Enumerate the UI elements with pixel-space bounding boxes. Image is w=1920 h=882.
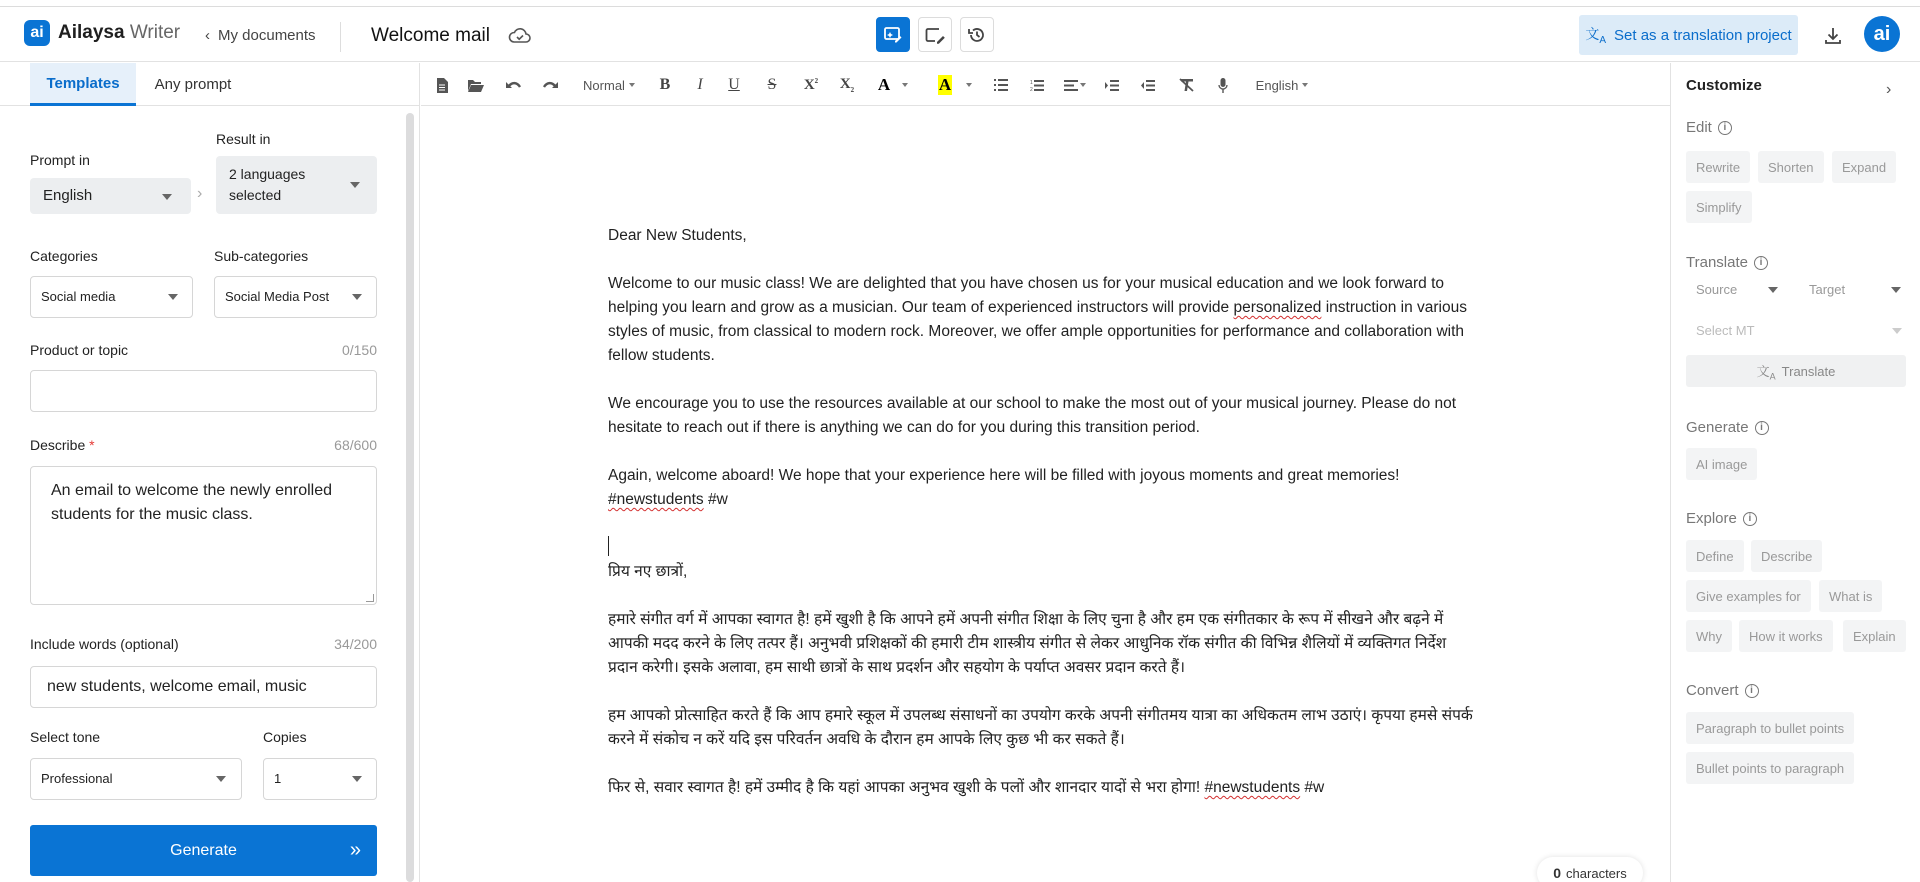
mode-switcher — [876, 17, 994, 52]
character-count-label: characters — [1566, 865, 1627, 881]
tab-templates[interactable]: Templates — [30, 63, 136, 106]
ai-image-chip[interactable]: AI image — [1686, 448, 1757, 480]
machine-translation-dropdown[interactable] — [1696, 323, 1906, 338]
cloud-saved-icon — [508, 25, 532, 47]
source-language-dropdown[interactable] — [1696, 282, 1781, 297]
undo-button[interactable] — [505, 76, 523, 94]
underline-icon: U — [728, 76, 740, 93]
customize-panel — [1670, 63, 1920, 882]
double-chevron-right-icon: » — [349, 839, 361, 861]
spelling-error: personalized — [1233, 299, 1322, 316]
text-cursor — [608, 536, 609, 556]
underline-button[interactable] — [726, 76, 742, 94]
en-paragraph-2: We encourage you to use the resources available at our school to make the most out of your musical journey. Please do not hesitate to reach out if there is anything we can do for you during this transition period. — [608, 395, 1457, 436]
undo-icon — [506, 80, 522, 90]
copies-label: Copies — [263, 729, 307, 745]
editor-toolbar — [421, 63, 1670, 106]
tone-label: Select tone — [30, 729, 101, 745]
logo-badge: ai — [24, 20, 50, 46]
translate-icon: 文$_A$ — [1585, 26, 1607, 46]
include-words-count: 34/200 — [334, 636, 377, 652]
indent-icon — [1105, 80, 1119, 91]
bold-icon: B — [659, 76, 671, 93]
app-logo[interactable] — [24, 20, 180, 46]
generate-button[interactable] — [30, 825, 377, 876]
prompt-panel — [0, 63, 420, 882]
set-translation-project-button[interactable] — [1579, 15, 1798, 55]
info-icon[interactable]: i — [1743, 512, 1757, 526]
caret-down-icon — [1080, 83, 1086, 87]
categories-label: Categories — [30, 248, 98, 264]
header-divider — [340, 22, 341, 52]
define-chip[interactable]: Define — [1686, 540, 1744, 572]
numbered-list-button[interactable] — [1029, 76, 1045, 94]
caret-down-icon — [629, 83, 635, 87]
text-cursor-line — [608, 536, 1478, 560]
translate-button-label: Translate — [1781, 363, 1836, 379]
italic-button[interactable] — [692, 76, 708, 94]
source-language-value: Source — [1696, 282, 1738, 297]
clear-format-icon — [1179, 78, 1195, 92]
categories-value: Social media — [41, 289, 116, 304]
align-left-icon — [1064, 80, 1078, 91]
describe-chip[interactable]: Describe — [1751, 540, 1822, 572]
prompt-language-value: English — [43, 187, 93, 204]
product-topic-input[interactable] — [30, 370, 377, 412]
describe-label: Describe * — [30, 437, 95, 453]
caret-down-icon — [350, 182, 360, 188]
translate-button[interactable] — [1686, 355, 1906, 387]
spelling-error: #newstudents — [608, 491, 704, 508]
explore-section-label: Explore i — [1686, 510, 1757, 527]
caret-down-icon — [1302, 83, 1308, 87]
info-icon[interactable]: i — [1718, 121, 1732, 135]
app-name: Ailaysa Writer — [58, 22, 181, 43]
hi-paragraph-2: हम आपको प्रोत्साहित करते हैं कि आप हमारे स्कूल में उपलब्ध संसाधनों का उपयोग करके अपनी संगीतमय यात्रा का अधिकतम लाभ उठाएं। कृपया हमसे संपर्क करने में संकोच न करें यदि इस परिवर्तन अवधि के दौरान हम आपके लिए कुछ भी कर सकते हैं। — [608, 707, 1473, 748]
translate-section-label: Translate i — [1686, 254, 1768, 271]
spelling-error: #newstudents — [1204, 779, 1301, 796]
history-icon — [967, 25, 987, 45]
tone-select[interactable] — [30, 758, 242, 800]
heading-style-dropdown[interactable] — [581, 76, 637, 94]
left-panel-scrollbar[interactable] — [406, 113, 414, 882]
align-dropdown[interactable] — [1063, 76, 1087, 94]
folder-open-icon — [468, 79, 484, 92]
hi-paragraph-3: फिर से, सवार स्वागत है! हमें उम्मीद है कि यहां आपका अनुभव खुशी के पलों और शानदार यादों से भरा होगा! #newstudents #w — [608, 779, 1325, 796]
tab-any-prompt[interactable]: Any prompt — [154, 76, 232, 93]
back-link-label: My documents — [218, 27, 316, 44]
explain-chip[interactable]: Explain — [1843, 620, 1906, 652]
bullet-list-button[interactable] — [993, 76, 1009, 94]
product-topic-count: 0/150 — [341, 342, 377, 358]
voice-input-button[interactable] — [1216, 76, 1230, 94]
prompt-tabs — [0, 63, 420, 106]
redo-icon — [542, 80, 558, 90]
editor-mode-button[interactable] — [918, 17, 952, 52]
caret-down-icon — [168, 294, 178, 300]
app-header — [0, 7, 1920, 62]
microphone-icon — [1218, 78, 1228, 93]
expand-chip[interactable]: Expand — [1832, 151, 1896, 183]
clear-formatting-button[interactable] — [1178, 76, 1196, 94]
sub-categories-value: Social Media Post — [225, 289, 330, 304]
outdent-icon — [1141, 80, 1155, 91]
describe-value: An email to welcome the newly enrolled students for the music class. — [51, 482, 333, 523]
generate-section-label: Generate i — [1686, 419, 1769, 436]
svg-text:1: 1 — [1030, 79, 1033, 86]
outdent-button[interactable] — [1140, 76, 1156, 94]
copies-value: 1 — [274, 771, 282, 786]
info-icon[interactable]: i — [1754, 256, 1768, 270]
bullets-to-paragraph-chip[interactable]: Bullet points to paragraph — [1686, 752, 1854, 784]
en-paragraph-1: Welcome to our music class! We are delighted that you have chosen us for your musical education and we look forward to helping you learn and grow as a musician. Our team of experienced instructors will provide personalized instruction in various styles of music, from classical to modern rock. Moreover, we offer ample opportunities for performance and collaboration with fellow students. — [608, 275, 1467, 364]
caret-down-icon — [1768, 287, 1778, 293]
translation-project-label: Set as a translation project — [1614, 26, 1792, 44]
chevron-right-icon: › — [197, 185, 203, 202]
caret-down-icon — [1891, 287, 1901, 293]
info-icon[interactable]: i — [1745, 684, 1759, 698]
result-languages-value: 2 languages selected — [229, 166, 306, 203]
result-languages-select[interactable] — [216, 156, 377, 214]
document-content[interactable] — [608, 224, 1478, 800]
hi-paragraph-1: हमारे संगीत वर्ग में आपका स्वागत है! हमें खुशी है कि आपने हमें अपनी संगीत शिक्षा के लिए चुना है और हम एक संगीतकार के रूप में सीखने और बढ़ने में आपकी मदद करने के लिए तत्पर हैं। अनुभवी प्रशिक्षकों की हमारी टीम शास्त्रीय संगीत से लेकर आधुनिक रॉक संगीत की विभिन्न शैलियों में व्यक्तिगत निर्देश प्रदान करेगी। इसके अलावा, हम साथी छात्रों के साथ प्रदर्शन और सहयोग के पर्याप्त अवसर प्रदान करते हैं। — [608, 611, 1447, 676]
back-to-documents-link[interactable] — [205, 27, 316, 44]
machine-translation-value: Select MT — [1696, 323, 1755, 338]
customize-title: Customize — [1686, 77, 1762, 94]
font-color-icon: A — [877, 75, 891, 94]
generate-label: Generate — [170, 841, 237, 859]
caret-down-icon — [966, 83, 972, 87]
ai-writer-mode-button[interactable] — [876, 17, 910, 52]
include-words-input[interactable] — [30, 666, 377, 708]
character-count-badge — [1537, 857, 1643, 882]
new-document-button[interactable] — [434, 76, 450, 94]
caret-down-icon — [352, 776, 362, 782]
italic-icon: I — [697, 76, 703, 93]
superscript-button[interactable] — [801, 76, 821, 94]
download-icon[interactable] — [1822, 25, 1844, 47]
en-greeting: Dear New Students, — [608, 227, 747, 244]
ai-edit-icon — [883, 25, 903, 45]
numbered-list-icon — [1030, 79, 1044, 92]
bold-button[interactable] — [657, 76, 673, 94]
highlight-color-button[interactable] — [935, 76, 975, 94]
user-avatar[interactable]: ai — [1864, 16, 1900, 52]
heading-style-value: Normal — [583, 77, 625, 93]
chevron-left-icon: ‹ — [205, 27, 210, 44]
what-is-chip[interactable]: What is — [1819, 580, 1882, 612]
edit-box-icon — [924, 25, 946, 45]
translate-icon: 文$_A$ — [1756, 363, 1776, 382]
convert-section-label: Convert i — [1686, 682, 1759, 699]
font-color-button[interactable] — [876, 76, 910, 94]
strikethrough-button[interactable] — [764, 76, 780, 94]
target-language-value: Target — [1809, 282, 1846, 297]
sub-categories-label: Sub-categories — [214, 248, 309, 264]
info-icon[interactable]: i — [1755, 421, 1769, 435]
edit-section-label: Edit i — [1686, 119, 1732, 136]
document-title[interactable]: Welcome mail — [371, 25, 490, 46]
sub-categories-select[interactable] — [214, 276, 377, 318]
product-topic-label: Product or topic — [30, 342, 129, 358]
target-language-dropdown[interactable] — [1809, 282, 1904, 297]
describe-count: 68/600 — [334, 437, 377, 453]
character-count-value: 0 — [1553, 865, 1562, 881]
caret-down-icon — [162, 194, 172, 200]
tone-value: Professional — [41, 771, 113, 786]
caret-down-icon — [1892, 328, 1902, 334]
prompt-in-label: Prompt in — [30, 152, 90, 168]
rewrite-chip[interactable]: Rewrite — [1686, 151, 1750, 183]
resize-handle-icon[interactable] — [366, 594, 374, 602]
redo-button[interactable] — [541, 76, 559, 94]
describe-textarea[interactable] — [30, 466, 377, 605]
superscript-icon: $X^2$ — [803, 76, 819, 93]
svg-text:2: 2 — [1030, 86, 1033, 92]
subscript-button[interactable] — [837, 76, 857, 94]
indent-button[interactable] — [1104, 76, 1120, 94]
shorten-chip[interactable]: Shorten — [1758, 151, 1824, 183]
simplify-chip[interactable]: Simplify — [1686, 191, 1752, 223]
file-icon — [436, 78, 448, 93]
caret-down-icon — [902, 83, 908, 87]
why-chip[interactable]: Why — [1686, 620, 1732, 652]
include-words-value: new students, welcome email, music — [47, 678, 307, 695]
en-paragraph-3: Again, welcome aboard! We hope that your experience here will be filled with joyous moments and great memories! — [608, 467, 1400, 484]
open-file-button[interactable] — [466, 76, 486, 94]
include-words-label: Include words (optional) — [30, 636, 179, 652]
caret-down-icon — [352, 294, 362, 300]
collapse-panel-chevron-icon[interactable]: › — [1886, 81, 1892, 98]
history-button[interactable] — [960, 17, 994, 52]
subscript-icon: $X_2$ — [839, 76, 855, 94]
categories-select[interactable] — [30, 276, 193, 318]
result-in-label: Result in — [216, 131, 271, 147]
caret-down-icon — [216, 776, 226, 782]
editor-language-dropdown[interactable] — [1254, 76, 1310, 94]
top-border — [0, 0, 1920, 7]
strikethrough-icon: S — [767, 76, 777, 93]
how-it-works-chip[interactable]: How it works — [1739, 620, 1833, 652]
bullet-list-icon — [994, 79, 1008, 91]
paragraph-to-bullets-chip[interactable]: Paragraph to bullet points — [1686, 712, 1854, 744]
prompt-language-select[interactable] — [30, 178, 191, 214]
copies-select[interactable] — [263, 758, 377, 800]
en-hashtags: #newstudents #w — [608, 491, 728, 508]
editor-language-value: English — [1255, 77, 1299, 93]
document-editor[interactable] — [421, 107, 1670, 882]
give-examples-chip[interactable]: Give examples for — [1686, 580, 1811, 612]
highlight-icon: A — [938, 75, 952, 94]
hi-greeting: प्रिय नए छात्रों, — [608, 563, 688, 580]
